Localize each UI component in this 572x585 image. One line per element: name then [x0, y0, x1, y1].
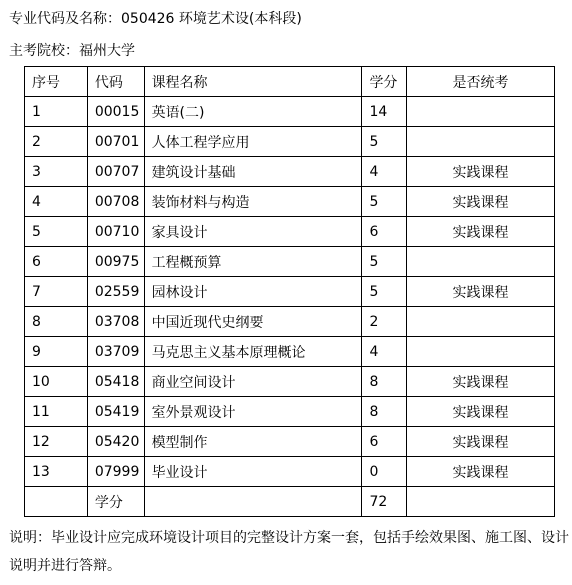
cell-name: 园林设计: [144, 277, 362, 307]
table-row: [25, 457, 555, 487]
cell-no: 3: [25, 157, 88, 187]
cell-exam-type: 实践课程: [407, 277, 555, 307]
total-label: 学分: [87, 487, 144, 517]
cell-exam-type: [407, 247, 555, 277]
cell-credit: 8: [362, 367, 407, 397]
cell-code: 00701: [87, 127, 144, 157]
cell-no: 9: [25, 337, 88, 367]
cell-code: 05419: [87, 397, 144, 427]
cell-code: 00975: [87, 247, 144, 277]
major-label: 专业代码及名称：: [9, 11, 121, 27]
cell-name: 商业空间设计: [144, 367, 362, 397]
table-row: [25, 427, 555, 457]
cell-exam-type: 实践课程: [407, 157, 555, 187]
total-blank: [407, 487, 555, 517]
cell-no: 8: [25, 307, 88, 337]
cell-exam-type: 实践课程: [407, 367, 555, 397]
school-label: 主考院校：: [9, 43, 79, 59]
cell-code: 03709: [87, 337, 144, 367]
school-name: 福州大学: [79, 43, 135, 59]
cell-code: 07999: [87, 457, 144, 487]
major-code: 050426: [121, 11, 175, 27]
cell-no: 12: [25, 427, 88, 457]
table-row: [25, 127, 555, 157]
total-credit: 72: [362, 487, 407, 517]
table-row: [25, 307, 555, 337]
note-text: 说明：毕业设计应完成环境设计项目的完整设计方案一套，包括手绘效果图、施工图、设计说明并进行答辩。: [9, 530, 569, 574]
header-no: 序号: [25, 67, 88, 97]
cell-name: 模型制作: [144, 427, 362, 457]
cell-name: 马克思主义基本原理概论: [144, 337, 362, 367]
table-body: [25, 97, 555, 517]
cell-code: 05420: [87, 427, 144, 457]
cell-exam-type: 实践课程: [407, 397, 555, 427]
cell-exam-type: [407, 337, 555, 367]
table-row: [25, 217, 555, 247]
cell-code: 05418: [87, 367, 144, 397]
cell-name: 工程概预算: [144, 247, 362, 277]
course-table: [24, 66, 555, 517]
cell-name: 英语(二): [144, 97, 362, 127]
cell-credit: 0: [362, 457, 407, 487]
total-blank: [25, 487, 88, 517]
cell-credit: 4: [362, 157, 407, 187]
major-line: [9, 8, 302, 28]
cell-no: 11: [25, 397, 88, 427]
cell-no: 7: [25, 277, 88, 307]
cell-no: 13: [25, 457, 88, 487]
table-row: [25, 247, 555, 277]
cell-exam-type: 实践课程: [407, 457, 555, 487]
cell-no: 6: [25, 247, 88, 277]
table-row: [25, 337, 555, 367]
header-exam-type: 是否统考: [407, 67, 555, 97]
cell-name: 家具设计: [144, 217, 362, 247]
cell-credit: 8: [362, 397, 407, 427]
cell-exam-type: 实践课程: [407, 187, 555, 217]
cell-code: 00710: [87, 217, 144, 247]
cell-credit: 5: [362, 247, 407, 277]
cell-exam-type: [407, 307, 555, 337]
cell-credit: 14: [362, 97, 407, 127]
school-line: [9, 40, 135, 60]
header-code: 代码: [87, 67, 144, 97]
cell-no: 5: [25, 217, 88, 247]
cell-name: 建筑设计基础: [144, 157, 362, 187]
cell-exam-type: [407, 127, 555, 157]
cell-exam-type: 实践课程: [407, 427, 555, 457]
table-row: [25, 397, 555, 427]
cell-name: 室外景观设计: [144, 397, 362, 427]
cell-credit: 4: [362, 337, 407, 367]
cell-credit: 6: [362, 427, 407, 457]
cell-credit: 5: [362, 127, 407, 157]
table-row: [25, 187, 555, 217]
cell-name: 装饰材料与构造: [144, 187, 362, 217]
cell-exam-type: 实践课程: [407, 217, 555, 247]
cell-code: 00707: [87, 157, 144, 187]
cell-name: 中国近现代史纲要: [144, 307, 362, 337]
cell-code: 02559: [87, 277, 144, 307]
cell-no: 1: [25, 97, 88, 127]
cell-credit: 2: [362, 307, 407, 337]
table-row: [25, 367, 555, 397]
major-name: 环境艺术设(本科段): [178, 11, 302, 27]
cell-name: 人体工程学应用: [144, 127, 362, 157]
cell-credit: 5: [362, 187, 407, 217]
cell-no: 10: [25, 367, 88, 397]
total-blank: [144, 487, 362, 517]
cell-code: 00708: [87, 187, 144, 217]
cell-no: 4: [25, 187, 88, 217]
total-row: [25, 487, 555, 517]
cell-code: 00015: [87, 97, 144, 127]
table-row: [25, 157, 555, 187]
cell-credit: 6: [362, 217, 407, 247]
cell-exam-type: [407, 97, 555, 127]
cell-credit: 5: [362, 277, 407, 307]
header-credit: 学分: [362, 67, 407, 97]
cell-no: 2: [25, 127, 88, 157]
table-row: [25, 277, 555, 307]
cell-code: 03708: [87, 307, 144, 337]
cell-name: 毕业设计: [144, 457, 362, 487]
header-name: 课程名称: [144, 67, 362, 97]
table-row: [25, 97, 555, 127]
table-header-row: [25, 67, 555, 97]
